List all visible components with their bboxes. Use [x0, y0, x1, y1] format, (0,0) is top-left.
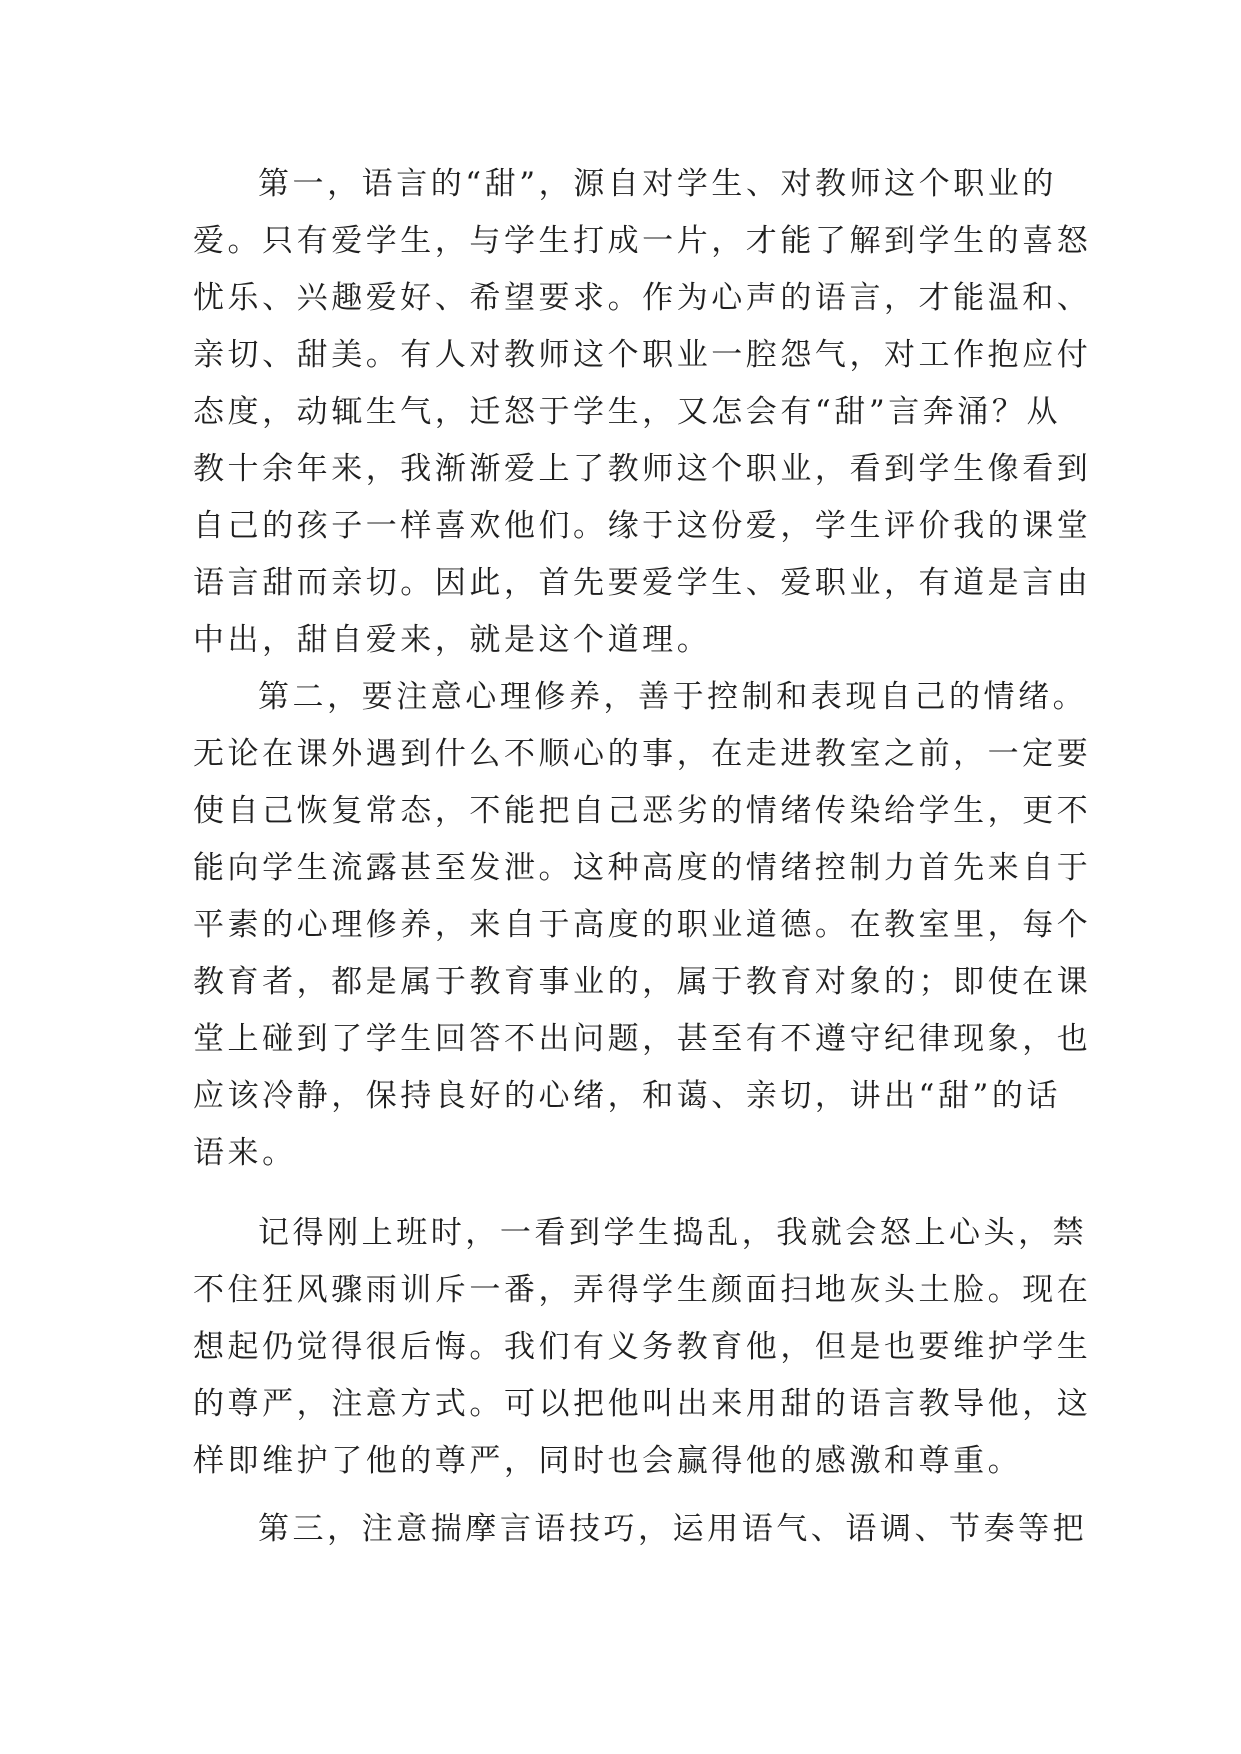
text-line: 的尊严，注意方式。可以把他叫出来用甜的语言教导他，这	[193, 1386, 1092, 1422]
text-line: 第三，注意揣摩言语技巧，运用语气、语调、节奏等把	[258, 1511, 1088, 1547]
text-line: 语来。	[193, 1135, 297, 1171]
text-line: 平素的心理修养，来自于高度的职业道德。在教室里，每个	[193, 907, 1092, 943]
text-line: 样即维护了他的尊严，同时也会赢得他的感激和尊重。	[193, 1443, 1023, 1479]
text-line: 能向学生流露甚至发泄。这种高度的情绪控制力首先来自于	[193, 850, 1092, 886]
text-line: 亲切、甜美。有人对教师这个职业一腔怨气，对工作抱应付	[193, 337, 1092, 373]
text-line: 不住狂风骤雨训斥一番，弄得学生颜面扫地灰头土脸。现在	[193, 1272, 1092, 1308]
text-line: 记得刚上班时，一看到学生捣乱，我就会怒上心头，禁	[258, 1215, 1088, 1251]
text-line: 使自己恢复常态，不能把自己恶劣的情绪传染给学生，更不	[193, 793, 1092, 829]
text-line: 语言甜而亲切。因此，首先要爱学生、爱职业，有道是言由	[193, 565, 1092, 601]
text-line: 爱。只有爱学生，与学生打成一片，才能了解到学生的喜怒	[193, 223, 1092, 259]
text-line: 想起仍觉得很后悔。我们有义务教育他，但是也要维护学生	[193, 1329, 1092, 1365]
text-line: 教十余年来，我渐渐爱上了教师这个职业，看到学生像看到	[193, 451, 1092, 487]
text-line: 第一，语言的“甜”，源自对学生、对教师这个职业的	[258, 166, 1057, 202]
text-line: 第二，要注意心理修养，善于控制和表现自己的情绪。	[258, 679, 1088, 715]
text-line: 堂上碰到了学生回答不出问题，甚至有不遵守纪律现象，也	[193, 1021, 1092, 1057]
text-line: 态度，动辄生气，迁怒于学生，又怎会有“甜”言奔涌？从	[193, 394, 1061, 430]
text-line: 应该冷静，保持良好的心绪，和蔼、亲切，讲出“甜”的话	[193, 1078, 1061, 1114]
text-line: 自己的孩子一样喜欢他们。缘于这份爱，学生评价我的课堂	[193, 508, 1092, 544]
text-line: 无论在课外遇到什么不顺心的事，在走进教室之前，一定要	[193, 736, 1092, 772]
text-line: 中出，甜自爱来，就是这个道理。	[193, 622, 712, 658]
text-line: 教育者，都是属于教育事业的，属于教育对象的；即使在课	[193, 964, 1092, 1000]
text-line: 忧乐、兴趣爱好、希望要求。作为心声的语言，才能温和、	[193, 280, 1092, 316]
